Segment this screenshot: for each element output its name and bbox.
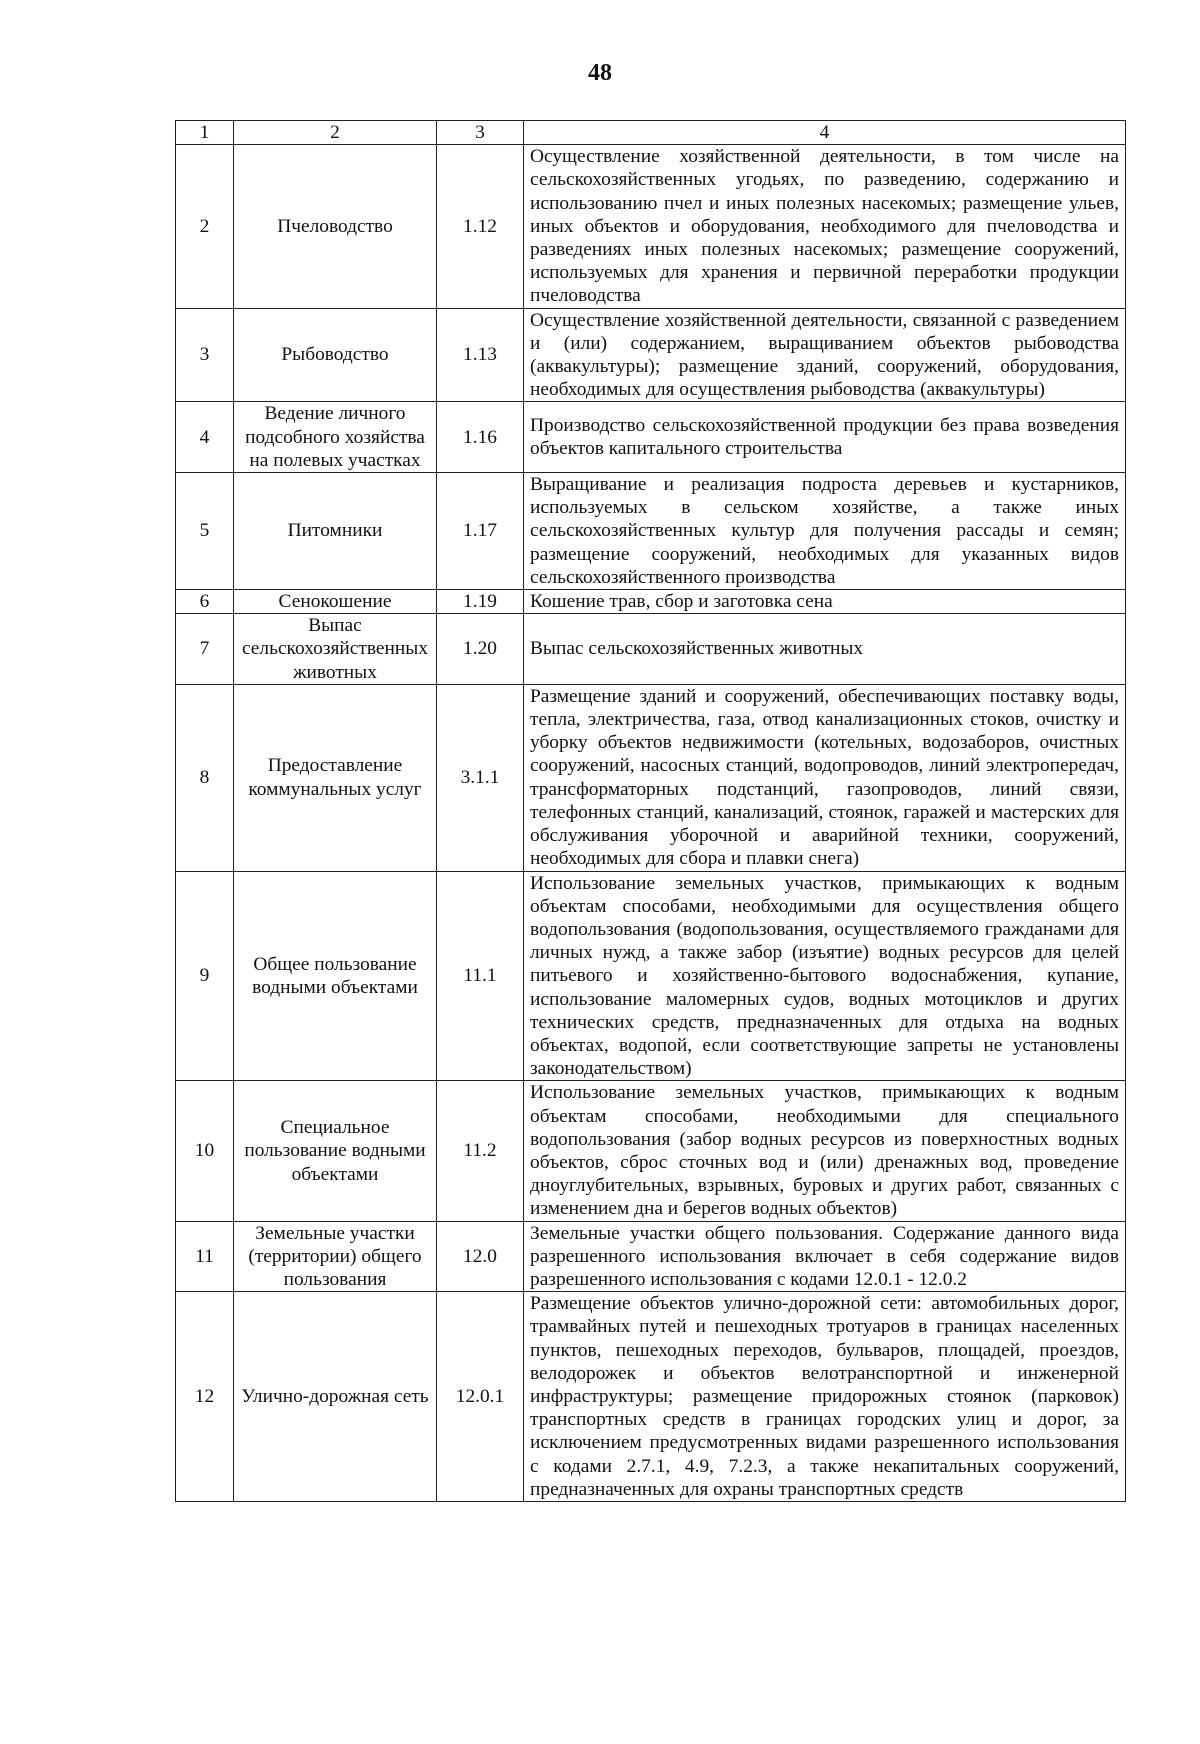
use-type-name: Выпас сельскохозяйственных животных bbox=[234, 614, 437, 685]
use-type-name: Общее пользование водными объектами bbox=[234, 871, 437, 1081]
use-type-code: 1.16 bbox=[437, 402, 524, 473]
row-number: 9 bbox=[176, 871, 234, 1081]
use-type-description: Использование земельных участков, примыкающих к водным объектам способами, необходимыми для специального водопользования (забор водных ресурсов из поверхностных водных объектов, сброс сточных вод и (или) дренажных вод, проведение дноуглубительных, взрывных, буровых и других работ, связанных с изменением дна и берегов водных объектов) bbox=[524, 1081, 1126, 1221]
use-type-description: Производство сельскохозяйственной продукции без права возведения объектов капитального строительства bbox=[524, 402, 1126, 473]
use-type-code: 3.1.1 bbox=[437, 684, 524, 871]
table-row bbox=[176, 473, 1126, 590]
row-number: 12 bbox=[176, 1292, 234, 1502]
use-type-code: 12.0 bbox=[437, 1221, 524, 1292]
row-number: 5 bbox=[176, 473, 234, 590]
use-type-name: Сенокошение bbox=[234, 590, 437, 614]
use-type-code: 12.0.1 bbox=[437, 1292, 524, 1502]
use-type-code: 1.17 bbox=[437, 473, 524, 590]
table-row bbox=[176, 1081, 1126, 1221]
table-row bbox=[176, 590, 1126, 614]
use-type-code: 1.13 bbox=[437, 308, 524, 402]
use-type-name: Земельные участки (территории) общего пользования bbox=[234, 1221, 437, 1292]
use-type-description: Размещение объектов улично-дорожной сети: автомобильных дорог, трамвайных путей и пешеходных тротуаров в границах населенных пунктов, пешеходных переходов, бульваров, площадей, проездов, велодорожек и объектов велотранспортной и инженерной инфраструктуры; размещение придорожных стоянок (парковок) транспортных средств в границах городских улиц и дорог, за исключением предусмотренных видами разрешенного использования с кодами 2.7.1, 4.9, 7.2.3, а также некапитальных сооружений, предназначенных для охраны транспортных средств bbox=[524, 1292, 1126, 1502]
use-type-description: Земельные участки общего пользования. Содержание данного вида разрешенного использования включает в себя содержание видов разрешенного использования с кодами 12.0.1 - 12.0.2 bbox=[524, 1221, 1126, 1292]
use-type-description: Кошение трав, сбор и заготовка сена bbox=[524, 590, 1126, 614]
use-type-code: 1.12 bbox=[437, 145, 524, 308]
use-type-name: Питомники bbox=[234, 473, 437, 590]
use-type-code: 11.2 bbox=[437, 1081, 524, 1221]
table-row bbox=[176, 614, 1126, 685]
use-type-code: 1.20 bbox=[437, 614, 524, 685]
table-header-row bbox=[176, 121, 1126, 145]
table-row bbox=[176, 402, 1126, 473]
table-row bbox=[176, 1221, 1126, 1292]
row-number: 2 bbox=[176, 145, 234, 308]
use-type-name: Улично-дорожная сеть bbox=[234, 1292, 437, 1502]
use-type-name: Пчеловодство bbox=[234, 145, 437, 308]
use-type-description: Осуществление хозяйственной деятельности, в том числе на сельскохозяйственных угодьях, по разведению, содержанию и использованию пчел и иных полезных насекомых; размещение ульев, иных объектов и оборудования, необходимого для пчеловодства и разведениях иных полезных насекомых; размещение сооружений, используемых для хранения и первичной переработки продукции пчеловодства bbox=[524, 145, 1126, 308]
row-number: 11 bbox=[176, 1221, 234, 1292]
use-type-name: Рыбоводство bbox=[234, 308, 437, 402]
header-col-1: 1 bbox=[176, 121, 234, 145]
table-row bbox=[176, 145, 1126, 308]
use-type-description: Размещение зданий и сооружений, обеспечивающих поставку воды, тепла, электричества, газа, отвод канализационных стоков, очистку и уборку объектов недвижимости (котельных, водозаборов, очистных сооружений, насосных станций, водопроводов, линий электропередач, трансформаторных подстанций, газопроводов, линий связи, телефонных станций, канализаций, стоянок, гаражей и мастерских для обслуживания уборочной и аварийной техники, сооружений, необходимых для сбора и плавки снега) bbox=[524, 684, 1126, 871]
row-number: 4 bbox=[176, 402, 234, 473]
page-number: 48 bbox=[588, 60, 612, 86]
use-type-name: Предоставление коммунальных услуг bbox=[234, 684, 437, 871]
table-row bbox=[176, 684, 1126, 871]
land-use-table bbox=[175, 120, 1126, 1502]
table-row bbox=[176, 308, 1126, 402]
table-row bbox=[176, 871, 1126, 1081]
use-type-description: Использование земельных участков, примыкающих к водным объектам способами, необходимыми для осуществления общего водопользования (водопользования, осуществляемого гражданами для личных нужд, а также забор (изъятие) водных ресурсов для целей питьевого и хозяйственно-бытового водоснабжения, купание, использование маломерных судов, водных мотоциклов и других технических средств, предназначенных для отдыха на водных объектах, водопой, если соответствующие запреты не установлены законодательством) bbox=[524, 871, 1126, 1081]
row-number: 3 bbox=[176, 308, 234, 402]
row-number: 7 bbox=[176, 614, 234, 685]
use-type-name: Специальное пользование водными объектами bbox=[234, 1081, 437, 1221]
use-type-code: 11.1 bbox=[437, 871, 524, 1081]
use-type-code: 1.19 bbox=[437, 590, 524, 614]
header-col-3: 3 bbox=[437, 121, 524, 145]
row-number: 8 bbox=[176, 684, 234, 871]
table-row bbox=[176, 1292, 1126, 1502]
use-type-description: Выпас сельскохозяйственных животных bbox=[524, 614, 1126, 685]
use-type-description: Выращивание и реализация подроста деревьев и кустарников, используемых в сельском хозяйстве, а также иных сельскохозяйственных культур для получения рассады и семян; размещение сооружений, необходимых для указанных видов сельскохозяйственного производства bbox=[524, 473, 1126, 590]
row-number: 6 bbox=[176, 590, 234, 614]
use-type-description: Осуществление хозяйственной деятельности, связанной с разведением и (или) содержанием, выращиванием объектов рыбоводства (аквакультуры); размещение зданий, сооружений, оборудования, необходимых для осуществления рыбоводства (аквакультуры) bbox=[524, 308, 1126, 402]
use-type-name: Ведение личного подсобного хозяйства на полевых участках bbox=[234, 402, 437, 473]
header-col-2: 2 bbox=[234, 121, 437, 145]
header-col-4: 4 bbox=[524, 121, 1126, 145]
row-number: 10 bbox=[176, 1081, 234, 1221]
